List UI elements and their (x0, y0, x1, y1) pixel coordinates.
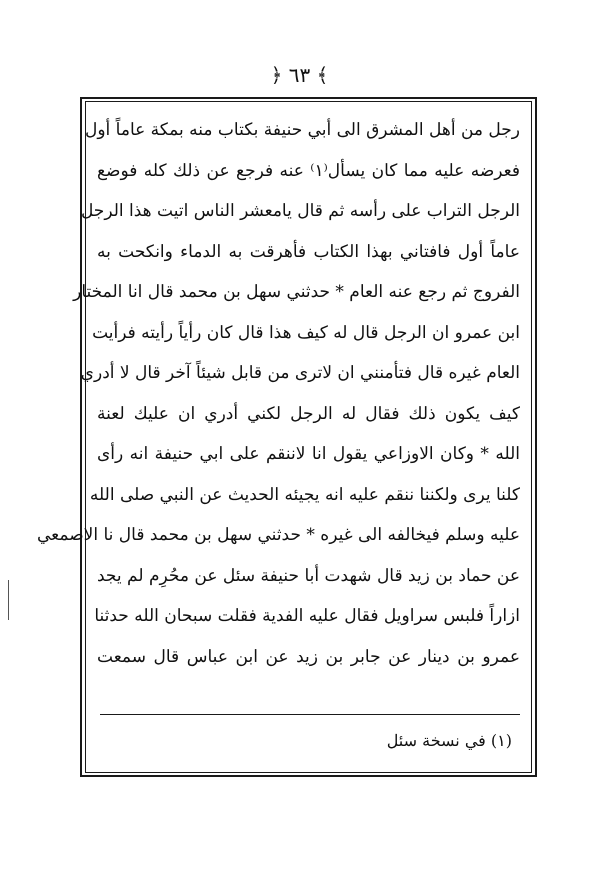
text-line: عن حماد بن زيد قال شهدت أبا حنيفة سئل عن محُرِم لم يجد (97, 565, 520, 586)
scan-margin-mark (8, 580, 9, 620)
text-line: عمرو بن دينار عن جابر بن زيد عن ابن عباس قال سمعت (97, 646, 520, 667)
text-line: عاماً أول فافتاني بهذا الكتاب فأهرقت به الدماء وانكحت به (97, 241, 520, 262)
text-line: الله * وكان الاوزاعي يقول انا لاننقم على ابي حنيفة انه رأى (97, 444, 520, 464)
text-line: ازاراً فلبس سراويل فقال عليه الفدية فقلت سبحان الله حدثنا (94, 606, 520, 626)
text-line: ابن عمرو ان الرجل قال له كيف هذا قال كان رأياً رأيته فرأيت (92, 322, 520, 343)
text-line: الفروج ثم رجع عنه العام * حدثني سهل بن محمد قال انا المختار (73, 282, 520, 302)
text-line: رجل من أهل المشرق الى أبي حنيفة بكتاب منه بمكة عاماً أول (84, 120, 520, 140)
text-line: العام غيره قال فتأمنني ان لاترى من قابل شيئاً آخر قال لا أدري (80, 363, 520, 383)
page-number: ﴿ ٦٣ ﴾ (270, 63, 329, 87)
text-line: الرجل التراب على رأسه ثم قال يامعشر الناس اتيت هذا الرجل (80, 201, 520, 221)
text-line: عليه وسلم فيخالفه الى غيره * حدثني سهل بن محمد قال نا الاصمعي (37, 525, 520, 545)
footnote-separator (100, 714, 520, 715)
text-line: كيف يكون ذلك فقال له الرجل لكني أدري ان عليك لعنة (97, 403, 520, 424)
main-text (37, 110, 520, 677)
text-line: كلنا يرى ولكننا ننقم عليه انه يجيئه الحديث عن النبي صلى الله (89, 484, 520, 505)
footnote: (١) في نسخة سئل (386, 731, 512, 750)
text-line: فعرضه عليه مما كان يسأل⁽١⁾ عنه فرجع عن ذلك كله فوضع (97, 160, 520, 181)
